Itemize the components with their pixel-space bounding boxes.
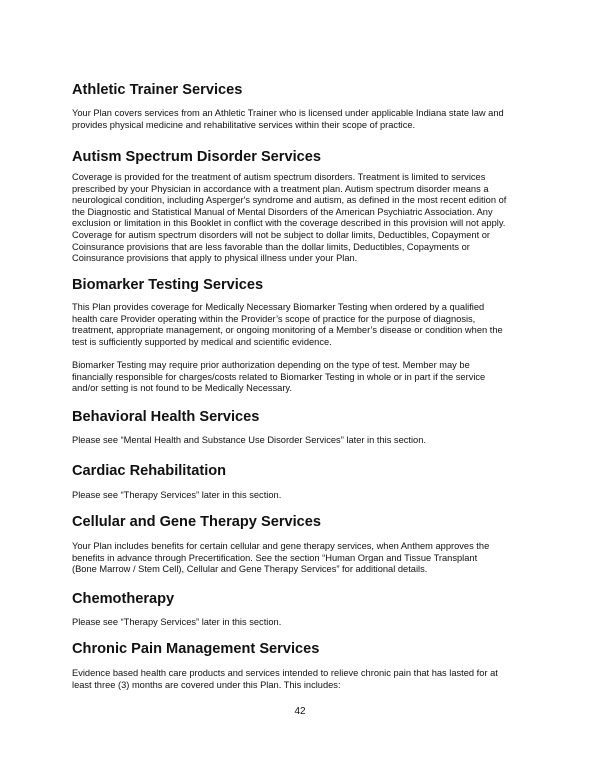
paragraph-line: Coinsurance provisions that are less favorable than the dollar limits, Deductibles, Copayments or — [72, 241, 470, 252]
paragraph-line: test is sufficiently supported by medical and scientific evidence. — [72, 336, 332, 347]
section-paragraph — [72, 617, 281, 629]
paragraph-line: (Bone Marrow / Stem Cell), Cellular and Gene Therapy Services” for additional details. — [72, 564, 428, 575]
paragraph-line: Please see “Therapy Services” later in this section. — [72, 617, 282, 627]
paragraph-line: Your Plan includes benefits for certain cellular and gene therapy services, when Anthem approves the — [72, 541, 490, 551]
paragraph-line: neurological condition, including Asperger's syndrome and autism, as defined in the most recent edition of — [72, 195, 507, 206]
paragraph-line: exclusion or limitation in this Booklet in conflict with the coverage described in this provision will not apply. — [72, 218, 506, 229]
section-heading: Biomarker Testing Services — [72, 277, 264, 293]
paragraph-line: Coinsurance provisions that apply to physical illness under your Plan. — [72, 253, 358, 264]
paragraph-line: Biomarker Testing may require prior authorization depending on the type of test. Member may be — [72, 360, 470, 370]
section-paragraph — [72, 668, 498, 691]
section-heading: Behavioral Health Services — [72, 409, 260, 425]
paragraph-line: This Plan provides coverage for Medically Necessary Biomarker Testing when ordered by a qualified — [72, 302, 485, 312]
page-number: 42 — [294, 706, 306, 717]
section-heading: Cellular and Gene Therapy Services — [72, 514, 322, 530]
paragraph-line: health care Provider operating within the Provider’s scope of practice for the purpose of diagnosis, — [72, 313, 476, 324]
paragraph-line: Please see “Therapy Services” later in this section. — [72, 490, 282, 500]
paragraph-line: Coverage is provided for the treatment of autism spectrum disorders. Treatment is limited to services — [72, 172, 486, 182]
paragraph-line: and/or setting is not found to be Medically Necessary. — [72, 383, 292, 394]
section-heading: Autism Spectrum Disorder Services — [72, 149, 321, 165]
section-paragraph — [72, 172, 506, 265]
paragraph-line: the Diagnostic and Statistical Manual of Mental Disorders of the American Psychiatric Association. Any — [72, 206, 493, 217]
paragraph-line: prescribed by your Physician in accordance with a treatment plan. Autism spectrum disorder means a — [72, 183, 489, 194]
section-paragraph — [72, 302, 503, 348]
section-paragraph — [72, 108, 504, 131]
section-paragraph — [72, 435, 426, 447]
section-paragraph — [72, 541, 489, 576]
section-heading: Cardiac Rehabilitation — [72, 463, 227, 479]
paragraph-line: Your Plan covers services from an Athletic Trainer who is licensed under applicable Indiana state law and — [72, 108, 504, 118]
paragraph-line: Please see “Mental Health and Substance Use Disorder Services” later in this section. — [72, 435, 426, 445]
paragraph-line: Evidence based health care products and services intended to relieve chronic pain that has lasted for at — [72, 668, 498, 678]
paragraph-line: provides physical medicine and rehabilitative services within their scope of practice. — [72, 119, 416, 130]
paragraph-line: benefits in advance through Precertification. See the section “Human Organ and Tissue Transplant — [72, 552, 478, 563]
section-heading: Athletic Trainer Services — [72, 82, 243, 98]
paragraph-line: least three (3) months are covered under this Plan. This includes: — [72, 679, 341, 690]
section-heading: Chemotherapy — [72, 591, 175, 607]
paragraph-line: financially responsible for charges/costs related to Biomarker Testing in whole or in part if the service — [72, 371, 486, 382]
section-heading: Chronic Pain Management Services — [72, 641, 320, 657]
section-paragraph — [72, 490, 281, 502]
section-paragraph — [72, 360, 485, 395]
paragraph-line: treatment, appropriate management, or ongoing monitoring of a Member’s disease or condition when the — [72, 325, 503, 336]
paragraph-line: Coverage for autism spectrum disorders will not be subject to dollar limits, Deductibles, Copayment or — [72, 229, 491, 240]
